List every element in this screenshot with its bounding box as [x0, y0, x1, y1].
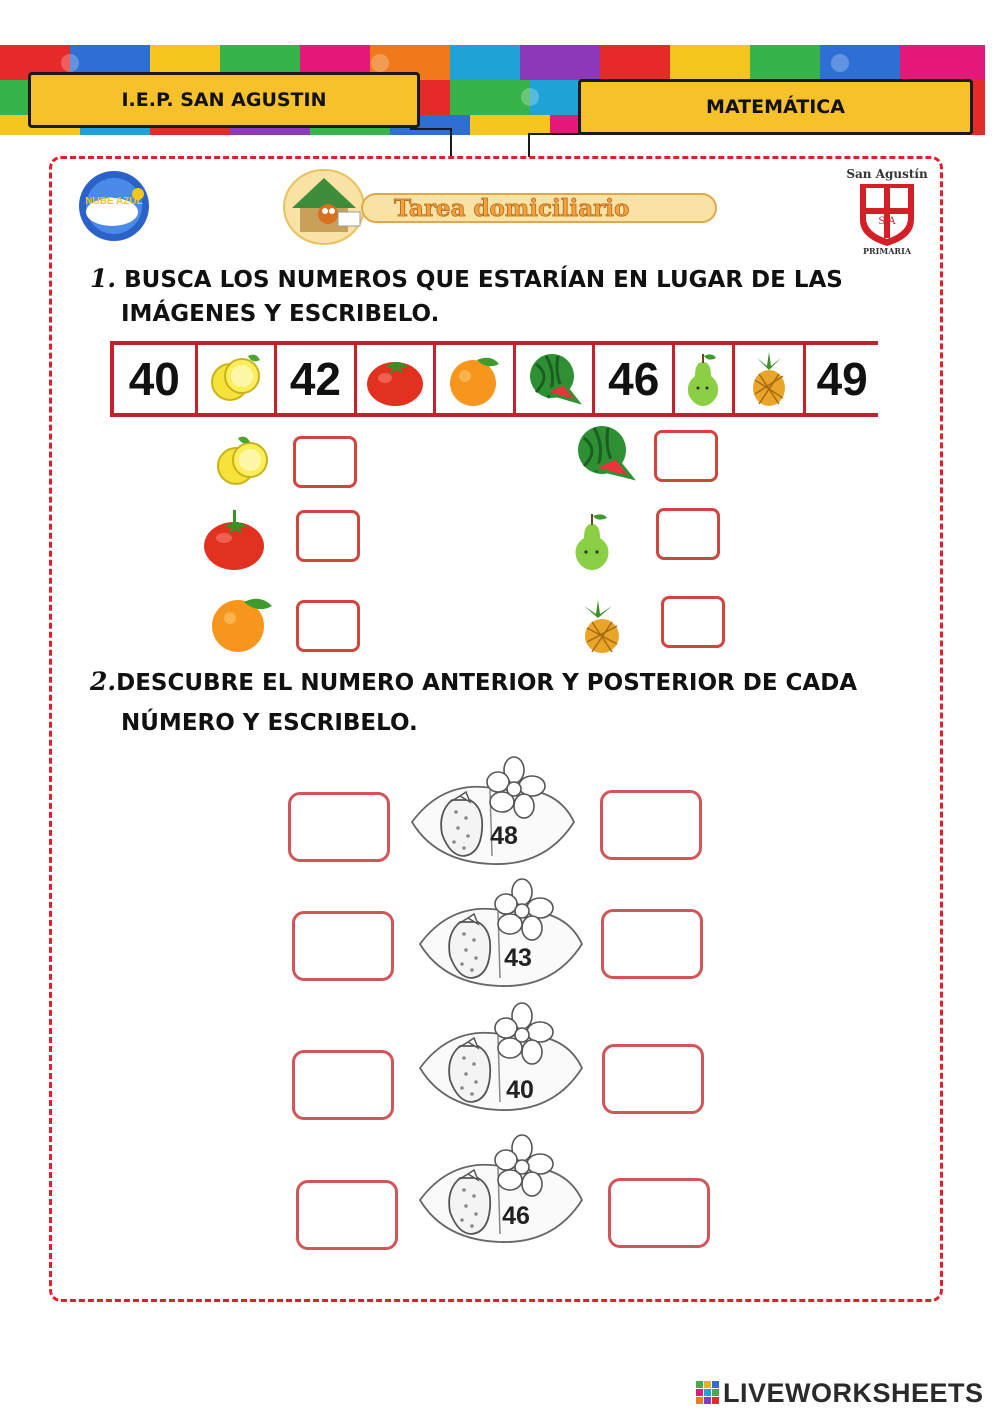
tomato-icon — [363, 348, 427, 410]
liveworksheets-text: LIVEWORKSHEETS — [723, 1377, 984, 1408]
strawberry-number: 46 — [502, 1202, 530, 1230]
answer-box-pineapple[interactable] — [661, 596, 725, 648]
san-agustin-logo — [842, 166, 932, 256]
strawberry-number: 48 — [490, 822, 518, 850]
answer-box-watermelon[interactable] — [654, 430, 718, 482]
question-1-line2-wrap — [121, 297, 901, 331]
strip-cell-watermelon — [516, 345, 596, 413]
liveworksheets-logo-icon — [696, 1381, 720, 1405]
san-agustin-logo-sub: PRIMARIA — [862, 246, 912, 256]
question-2-line2: NÚMERO Y ESCRIBELO. — [121, 710, 418, 736]
strawberry-card — [406, 756, 578, 872]
pear-icon — [570, 508, 616, 574]
san-agustin-logo-letters: S A — [878, 216, 896, 227]
school-name: I.E.P. SAN AGUSTIN — [121, 89, 327, 111]
question-2-line2-wrap — [121, 706, 901, 740]
strawberry-number: 43 — [504, 944, 532, 972]
answer-before-box[interactable] — [292, 911, 394, 981]
strip-cell-tomato — [357, 345, 437, 413]
answer-watermelon-image — [572, 424, 638, 486]
answer-box-tomato[interactable] — [296, 510, 360, 562]
strip-number: 42 — [289, 353, 342, 405]
strip-cell-number — [114, 345, 198, 413]
watermelon-icon — [522, 348, 586, 410]
answer-pear-image — [570, 508, 616, 574]
number-strip — [110, 341, 878, 417]
san-agustin-logo-name: San Agustín — [846, 167, 928, 181]
strip-cell-number — [277, 345, 357, 413]
subject-box — [578, 79, 973, 135]
answer-after-box[interactable] — [602, 1044, 704, 1114]
subject-name: MATEMÁTICA — [706, 96, 845, 118]
lemon-icon — [204, 348, 268, 410]
strawberry-card — [414, 1002, 586, 1118]
pineapple-icon — [739, 348, 799, 410]
question-2-line1: DESCUBRE EL NUMERO ANTERIOR Y POSTERIOR DE CADA — [116, 670, 858, 696]
strip-number: 46 — [608, 353, 660, 405]
pear-icon — [681, 348, 725, 410]
answer-box-orange[interactable] — [296, 600, 360, 652]
strip-cell-number — [806, 345, 878, 413]
answer-before-box[interactable] — [288, 792, 390, 862]
strawberry-card — [414, 1134, 586, 1250]
strip-cell-lemon — [198, 345, 278, 413]
tomato-icon — [202, 506, 266, 572]
answer-lemon-image — [212, 430, 276, 492]
watermelon-icon — [572, 424, 638, 486]
answer-before-box[interactable] — [292, 1050, 394, 1120]
orange-icon — [208, 592, 278, 654]
answer-box-lemon[interactable] — [293, 436, 357, 488]
connector-left — [410, 128, 452, 156]
answer-box-pear[interactable] — [656, 508, 720, 560]
question-1-number: 1. — [90, 264, 117, 293]
lemon-icon — [212, 430, 276, 492]
connector-right — [528, 133, 580, 157]
tarea-banner — [282, 168, 718, 246]
pineapple-icon — [572, 600, 628, 654]
school-name-box — [28, 72, 420, 128]
strip-number: 49 — [816, 353, 868, 405]
liveworksheets-brand[interactable] — [696, 1378, 996, 1408]
orange-icon — [443, 348, 507, 410]
answer-tomato-image — [202, 506, 266, 572]
answer-after-box[interactable] — [608, 1178, 710, 1248]
strip-cell-orange — [436, 345, 516, 413]
nube-azul-logo — [76, 170, 152, 242]
answer-pineapple-image — [572, 600, 628, 654]
question-1-title — [90, 262, 910, 297]
strawberry-card — [414, 878, 586, 994]
answer-after-box[interactable] — [600, 790, 702, 860]
answer-orange-image — [208, 592, 278, 654]
question-1-line2: IMÁGENES Y ESCRIBELO. — [121, 301, 440, 327]
answer-before-box[interactable] — [296, 1180, 398, 1250]
answer-after-box[interactable] — [601, 909, 703, 979]
strawberry-number: 40 — [506, 1076, 534, 1104]
tarea-banner-text: Tarea domiciliario — [394, 195, 630, 222]
question-2-title — [90, 665, 910, 700]
question-1-line1: BUSCA LOS NUMEROS QUE ESTARÍAN EN LUGAR DE LAS — [124, 267, 843, 293]
strip-cell-pear — [675, 345, 735, 413]
strip-cell-pineapple — [735, 345, 807, 413]
nube-azul-logo-text: NUBE AZUL — [85, 196, 143, 207]
strip-number: 40 — [128, 353, 180, 405]
question-2-number: 2. — [90, 667, 117, 696]
strip-cell-number — [595, 345, 675, 413]
